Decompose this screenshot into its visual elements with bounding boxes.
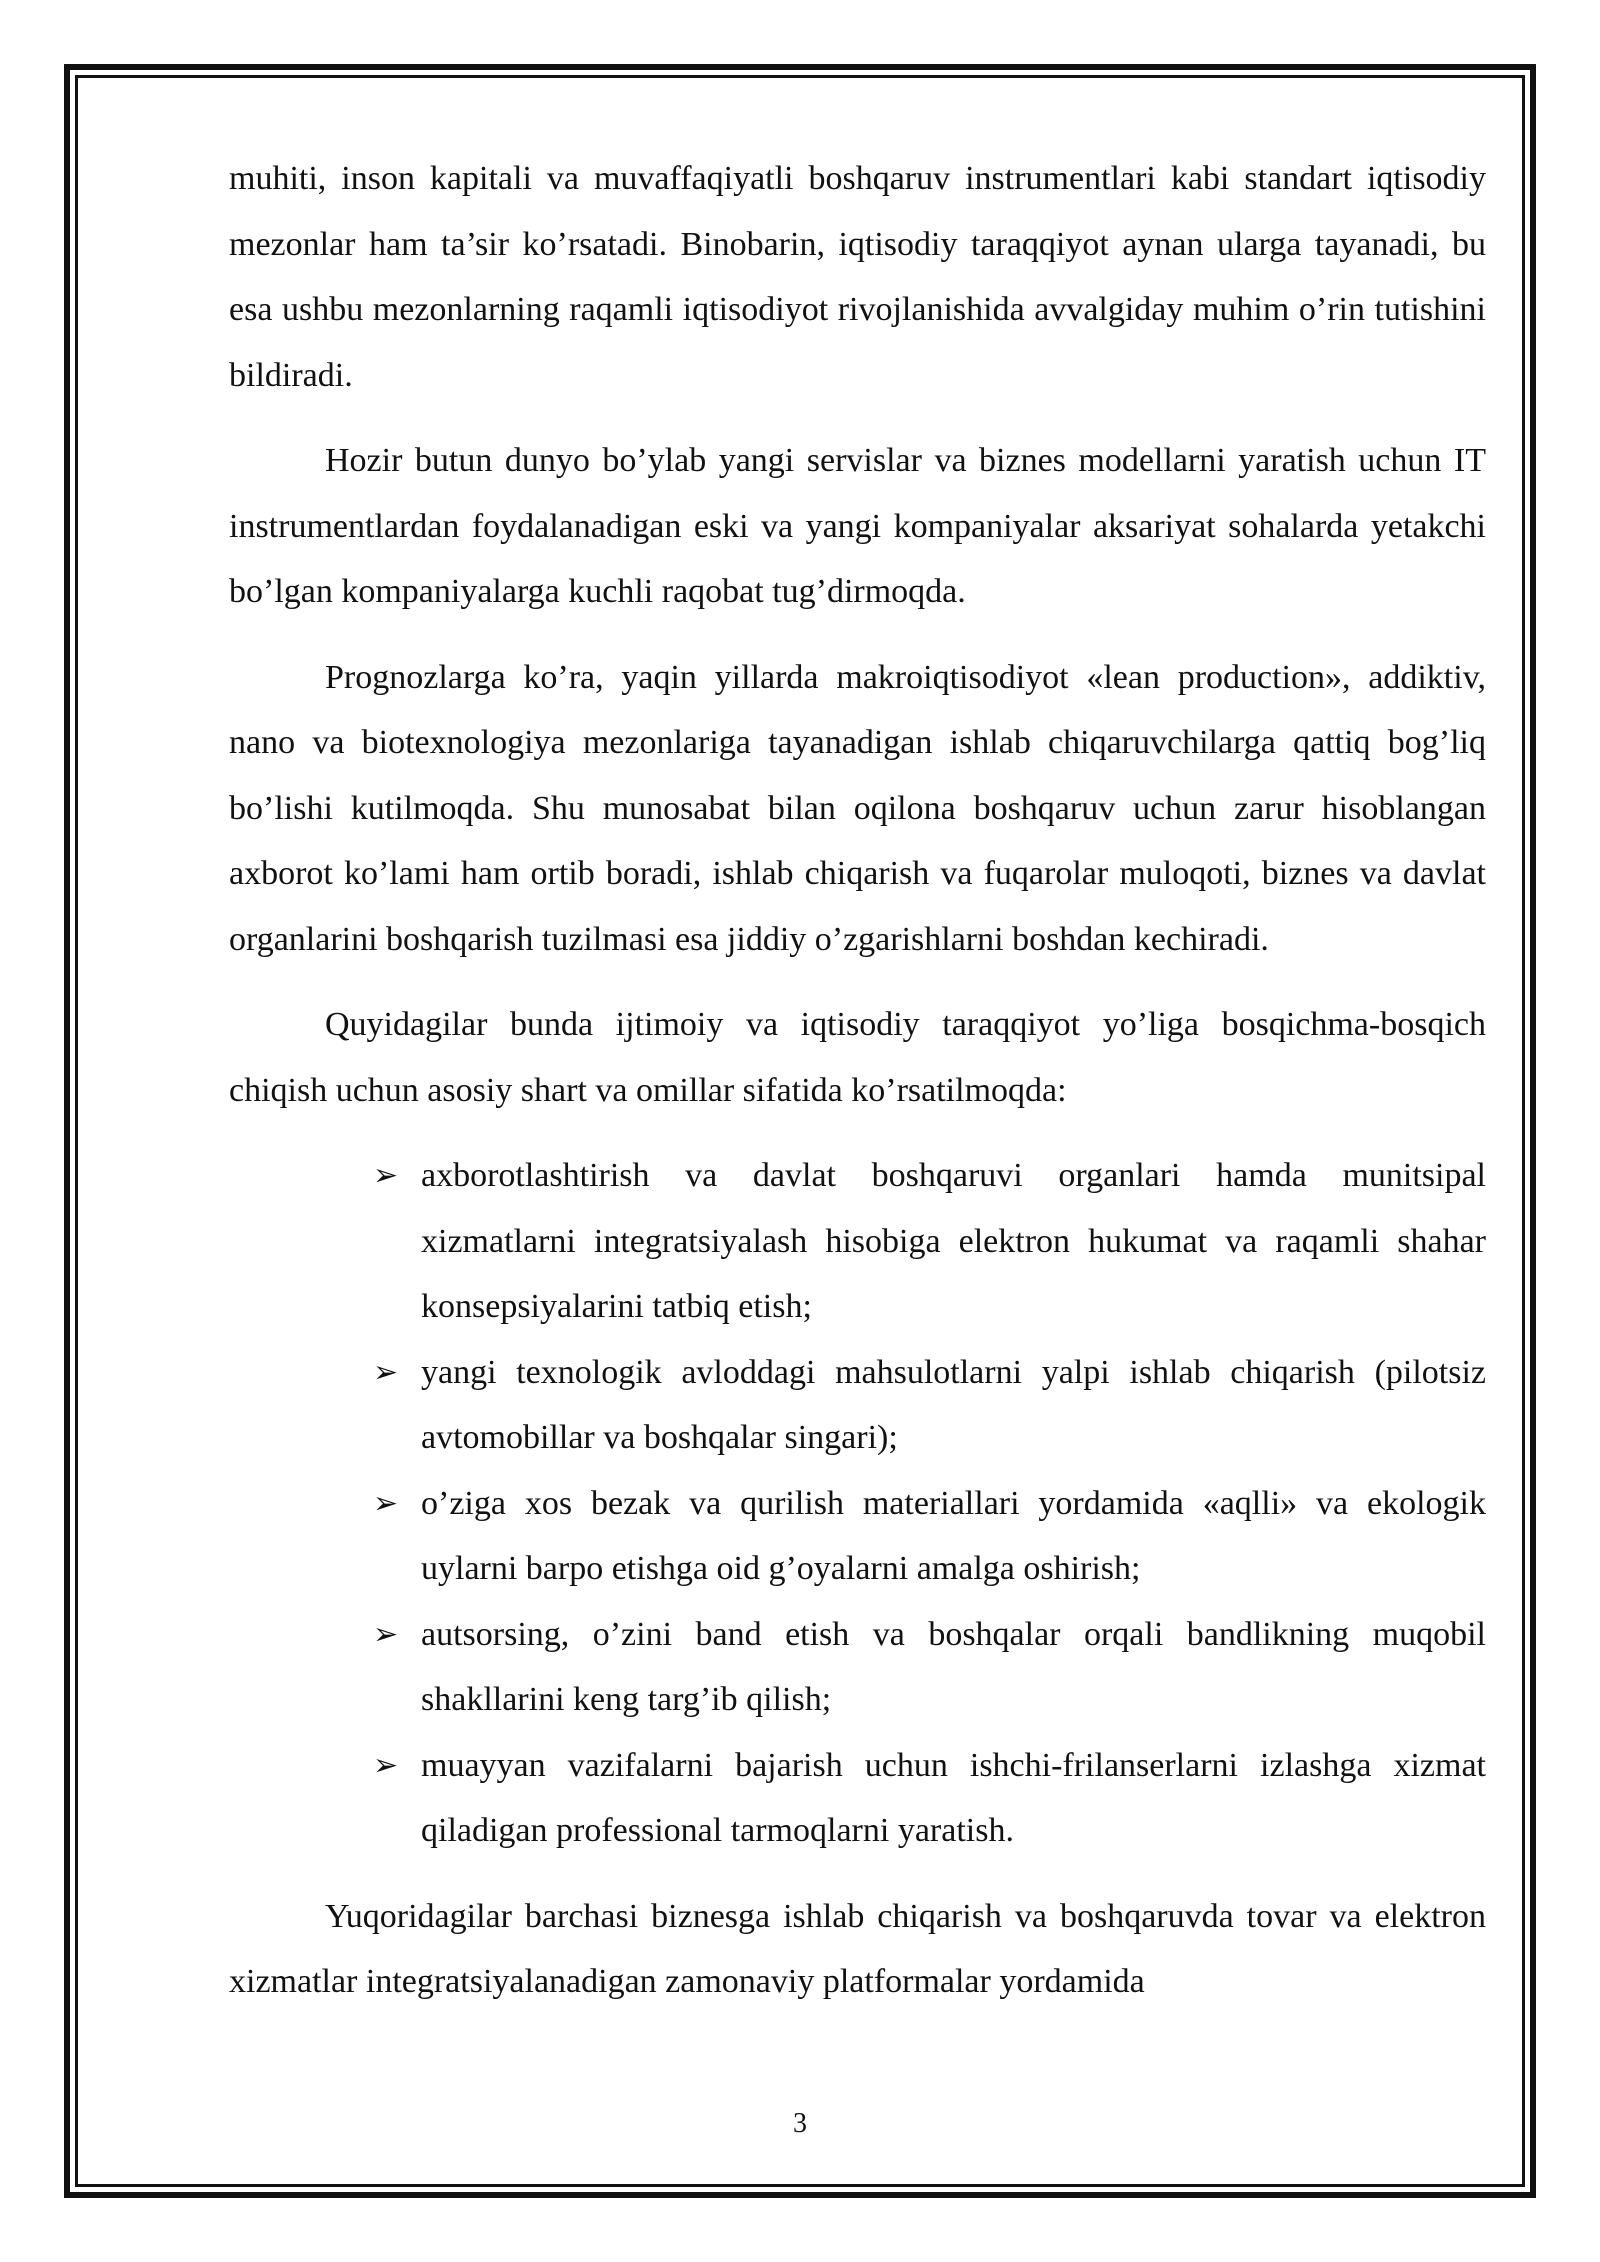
paragraph-5: Yuqoridagilar barchasi biznesga ishlab chiqarish va boshqaruvda tovar va elektron xizmatlar integratsiyalanadigan zamonaviy platformalar yordamida (229, 1897, 1486, 2000)
list-item (373, 1340, 1486, 1471)
arrow-bullet-icon: ➢ (373, 1747, 399, 1783)
list-item-text: autsorsing, o’zini band etish va boshqalar orqali bandlikning muqobil shakllarini keng targ’ib qilish; (421, 1615, 1486, 1718)
arrow-bullet-icon: ➢ (373, 1485, 399, 1521)
document-body (229, 146, 1486, 2015)
bullet-list (229, 1143, 1486, 1864)
list-item (373, 1602, 1486, 1733)
paragraph-2: Hozir butun dunyo bo’ylab yangi servislar va biznes modellarni yaratish uchun IT instrumentlardan foydalanadigan eski va yangi kompaniyalar aksariyat sohalarda yetakchi bo’lgan kompaniyalarga kuchli raqobat tug’dirmoqda. (229, 442, 1486, 610)
list-item (373, 1143, 1486, 1340)
arrow-bullet-icon: ➢ (373, 1158, 399, 1193)
arrow-bullet-icon: ➢ (373, 1616, 399, 1652)
paragraph-3: Prognozlarga ko’ra, yaqin yillarda makroiqtisodiyot «lean production», addiktiv, nano va biotexnologiya mezonlariga tayanadigan ishlab chiqaruvchilarga qattiq bog’liq bo’lishi kutilmoqda. Shu munosabat bilan oqilona boshqaruv uchun zarur hisoblangan axborot ko’lami ham ortib boradi, ishlab chiqarish va fuqarolar muloqoti, biznes va davlat organlarini boshqarish tuzilmasi esa jiddiy o’zgarishlarni boshdan kechiradi. (229, 658, 1486, 958)
arrow-bullet-icon: ➢ (373, 1354, 399, 1390)
list-item (373, 1733, 1486, 1864)
paragraph-4: Quyidagilar bunda ijtimoiy va iqtisodiy taraqqiyot yo’liga bosqichma-bosqich chiqish uchun asosiy shart va omillar sifatida ko’rsatilmoqda: (229, 1006, 1486, 1109)
list-item (373, 1471, 1486, 1602)
list-item-text: muayyan vazifalarni bajarish uchun ishchi-frilanserlarni izlashga xizmat qiladigan professional tarmoqlarni yaratish. (421, 1746, 1486, 1849)
list-item-text: o’ziga xos bezak va qurilish materiallari yordamida «aqlli» va ekologik uylarni barpo etishga oid g’oyalarni amalga oshirish; (421, 1484, 1486, 1587)
page-number: 3 (793, 2108, 807, 2139)
list-item-text: yangi texnologik avloddagi mahsulotlarni yalpi ishlab chiqarish (pilotsiz avtomobillar va boshqalar singari); (421, 1353, 1486, 1456)
paragraph-1: muhiti, inson kapitali va muvaffaqiyatli boshqaruv instrumentlari kabi standart iqtisodiy mezonlar ham ta’sir ko’rsatadi. Binobarin, iqtisodiy taraqqiyot aynan ularga tayanadi, bu esa ushbu mezonlarning raqamli iqtisodiyot rivojlanishida avvalgiday muhim o’rin tutishini bildiradi. (229, 160, 1486, 394)
list-item-text: axborotlashtirish va davlat boshqaruvi organlari hamda munitsipal xizmatlarni integratsiyalash hisobiga elektron hukumat va raqamli shahar konsepsiyalarini tatbiq etish; (421, 1157, 1486, 1325)
